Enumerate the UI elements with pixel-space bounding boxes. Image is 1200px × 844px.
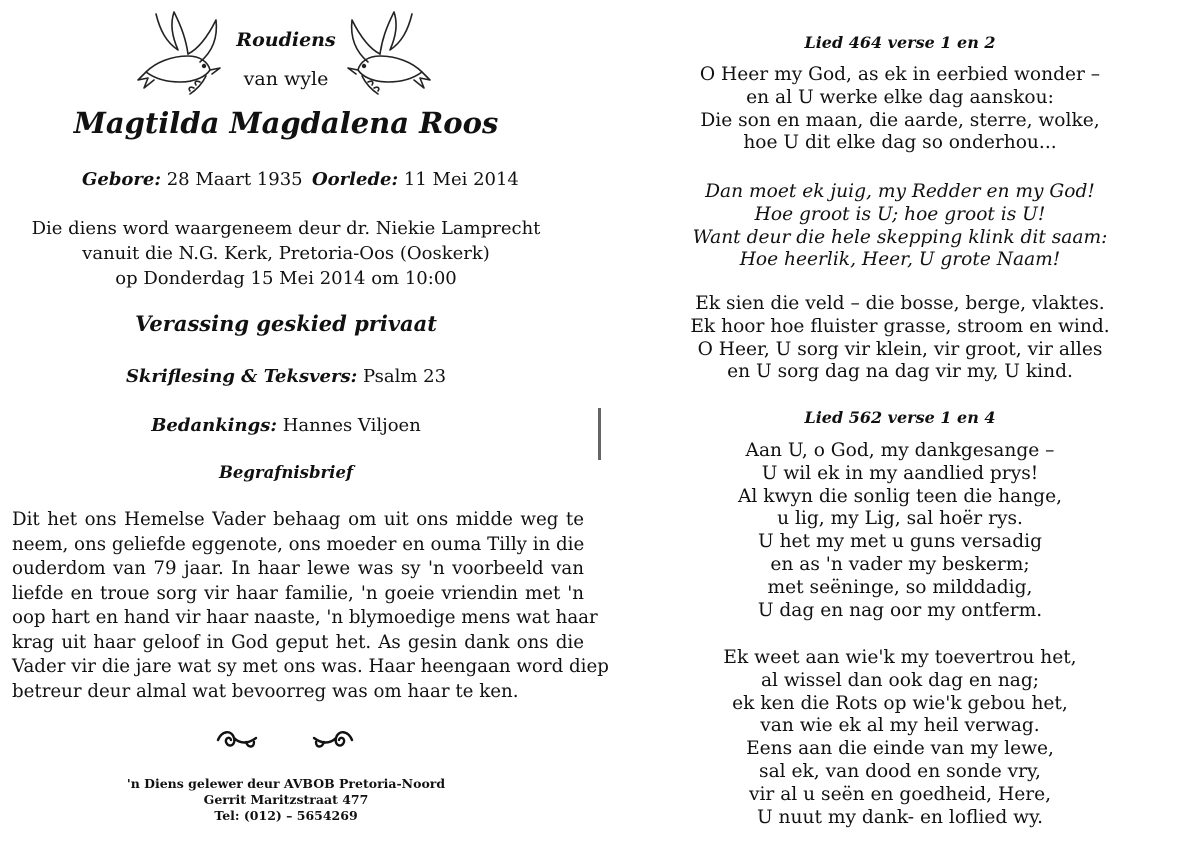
cremation-note: Verassing geskied privaat [135, 311, 437, 336]
born-date: 28 Maart 1935 [166, 169, 303, 190]
verse-line: vir al u seën en goedheid, Here, [748, 783, 1052, 805]
verse-line: Eens aan die einde van my lewe, [746, 738, 1054, 760]
hymn2-verse1 [600, 440, 1200, 622]
scripture-value: Psalm 23 [363, 366, 447, 387]
ornament-right-icon [312, 728, 354, 750]
hymn1-verse1 [600, 64, 1200, 155]
verse-line: Aan U, o God, my dankgesange – [745, 440, 1055, 461]
hymn2-verse4 [600, 647, 1200, 829]
verse-line: ek ken die Rots op wie'k gebou het, [732, 692, 1068, 714]
hymn1-verse2 [600, 293, 1200, 384]
hymn1-title: Lied 464 verse 1 en 2 [804, 33, 996, 52]
verse-line: Ek sien die veld – die bosse, berge, vlaktes. [695, 293, 1105, 314]
verse-line: al wissel dan ook dag en nag; [760, 669, 1040, 691]
letter-line: Vader vir die jare wat sy met ons was. Haar heengaan word diep [12, 656, 609, 677]
verse-line: O Heer my God, as ek in eerbied wonder – [699, 64, 1101, 85]
birth-line [82, 169, 303, 190]
scripture-label: Skriflesing & Teksvers: [125, 366, 358, 387]
dove-left-icon [136, 10, 228, 102]
verse-line: Hoe groot is U; hoe groot is U! [754, 203, 1046, 225]
service-details [0, 216, 572, 291]
obituary-letter [12, 508, 609, 704]
letter-line: krag uit haar geloof in God geput het. As gesin dank ons die [12, 631, 584, 653]
death-line [312, 169, 519, 190]
footer-line: Tel: (012) – 5654269 [214, 808, 358, 823]
letter-line: neem, ons geliefde eggenote, ons moeder en ouma Tilly in die [12, 533, 585, 555]
verse-line: Hoe heerlik, Heer, U grote Naam! [739, 249, 1061, 271]
thanks-line [0, 415, 572, 436]
verse-line: Want deur die hele skepping klink dit saam: [692, 226, 1108, 248]
verse-line: en al U werke elke dag aanskou: [746, 86, 1054, 108]
died-date: 11 Mei 2014 [403, 169, 519, 190]
thanks-label: Bedankings: [151, 415, 277, 436]
footer-line: Gerrit Maritzstraat 477 [203, 792, 369, 807]
born-label: Gebore: [82, 169, 161, 190]
verse-line: O Heer, U sorg vir klein, vir groot, vir alles [697, 338, 1103, 360]
letter-line: ouderdom van 79 jaar. In haar lewe was sy 'n voorbeeld van [12, 558, 584, 579]
scripture-line [0, 366, 572, 387]
verse-line: en as 'n vader my beskerm; [770, 553, 1030, 575]
letter-line: oop hart en hand vir haar naaste, 'n blymoedige mens wat haar [12, 607, 598, 628]
died-label: Oorlede: [312, 169, 399, 190]
letter-title: Begrafnisbrief [218, 463, 354, 482]
hymn1-chorus [600, 181, 1200, 272]
verse-line: U het my met u guns versadig [758, 531, 1042, 553]
thanks-value: Hannes Viljoen [282, 415, 421, 436]
letter-line: Dit het ons Hemelse Vader behaag om uit ons midde weg te [12, 509, 584, 530]
header-roudiens: Roudiens [236, 29, 336, 51]
verse-line: Ek weet aan wie'k my toevertrou het, [723, 647, 1077, 668]
right-page [600, 0, 1200, 844]
footer-line: 'n Diens gelewer deur AVBOB Pretoria-Noord [126, 776, 446, 791]
verse-line: Die son en maan, die aarde, sterre, wolke, [700, 109, 1100, 131]
header-van-wyle: van wyle [243, 68, 329, 90]
hymn2-title: Lied 562 verse 1 en 4 [804, 408, 996, 427]
verse-line: Al kwyn die sonlig teen die hange, [737, 485, 1063, 507]
service-line: Die diens word waargeneem deur dr. Niekie Lamprecht [31, 218, 541, 239]
service-line: op Donderdag 15 Mei 2014 om 10:00 [115, 268, 457, 289]
verse-line: sal ek, van dood en sonde vry, [759, 760, 1041, 782]
verse-line: en U sorg dag na dag vir my, U kind. [727, 361, 1073, 383]
ornament-left-icon [216, 728, 258, 750]
verse-line: van wie ek al my heil verwag. [760, 715, 1040, 737]
verse-line: U dag en nag oor my ontferm. [757, 599, 1043, 621]
service-line: vanuit die N.G. Kerk, Pretoria-Oos (Ooskerk) [82, 243, 490, 264]
letter-line: liefde en troue sorg vir haar familie, 'n goeie vriendin met 'n [12, 582, 584, 604]
verse-line: hoe U dit elke dag so onderhou... [743, 132, 1057, 154]
letter-line: betreur deur almal wat bevoorreg was om haar te ken. [12, 680, 519, 702]
verse-line: U nuut my dank- en loflied wy. [756, 806, 1044, 828]
verse-line: met seëninge, so milddadig, [767, 576, 1033, 598]
verse-line: U wil ek in my aandlied prys! [761, 462, 1039, 484]
dove-right-icon [340, 10, 432, 102]
verse-line: Dan moet ek juig, my Redder en my God! [705, 181, 1095, 202]
funeral-service-footer [0, 776, 572, 824]
verse-line: Ek hoor hoe fluister grasse, stroom en wind. [690, 315, 1110, 337]
deceased-name: Magtilda Magdalena Roos [73, 106, 499, 140]
verse-line: u lig, my Lig, sal hoër rys. [777, 508, 1023, 530]
